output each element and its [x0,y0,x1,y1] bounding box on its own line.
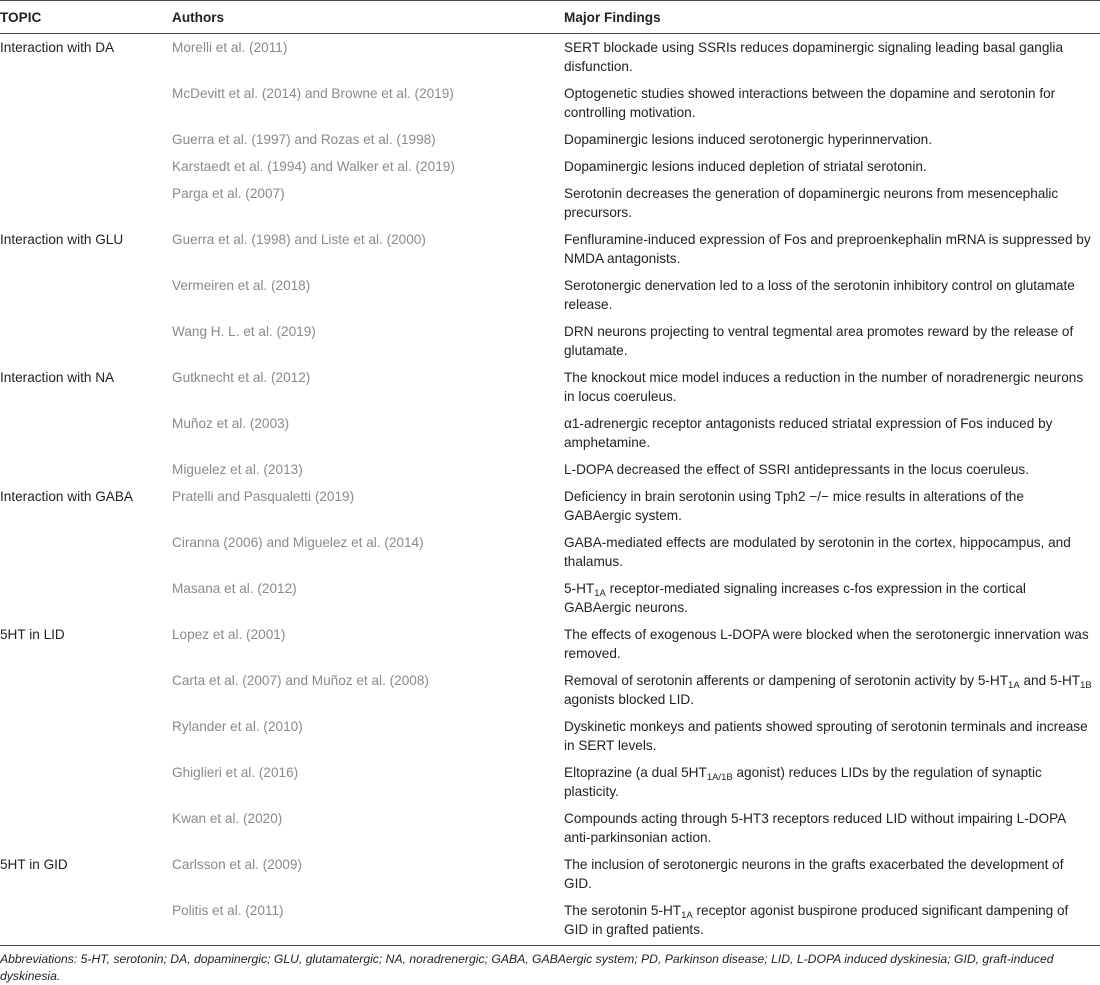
finding-text: Removal of serotonin afferents or dampening of serotonin activity by 5-HT [564,673,1009,688]
table-row [0,456,1100,483]
topic-cell [0,805,172,851]
finding-text: The knockout mice model induces a reduction in the number of noradrenergic neurons in locus coeruleus. [564,370,1084,404]
finding-text: Serotonin decreases the generation of dopaminergic neurons from mesencephalic precursors. [564,186,1059,220]
table-row [0,897,1100,946]
table-row [0,621,1100,667]
topic-cell: Interaction with GLU [0,232,124,247]
finding-text: The serotonin 5-HT [564,903,682,918]
finding-cell [564,483,1100,529]
authors-cell: Guerra et al. (1998) and Liste et al. (2000) [172,232,426,247]
table-row [0,713,1100,759]
finding-text: L-DOPA decreased the effect of SSRI antidepressants in the locus coeruleus. [564,462,1029,477]
topic-cell: Interaction with NA [0,370,115,385]
table-row [0,126,1100,153]
finding-cell [564,529,1100,575]
topic-cell [0,897,172,946]
authors-cell: McDevitt et al. (2014) and Browne et al. (2019) [172,86,454,101]
header-topic: TOPIC [0,1,172,34]
authors-cell: Politis et al. (2011) [172,897,564,946]
finding-cell [564,126,1100,153]
finding-text: agonists blocked LID. [564,692,694,707]
finding-text: Serotonergic denervation led to a loss of the serotonin inhibitory control on glutamate release. [564,278,1075,312]
finding-text: agonist) reduces LIDs by the regulation of synaptic plasticity. [564,765,1042,799]
authors-cell: Wang H. L. et al. (2019) [172,324,316,339]
table-row [0,575,1100,621]
finding-text: Fenfluramine-induced expression of Fos and preproenkephalin mRNA is suppressed by NMDA antagonists. [564,232,1091,266]
header-row [0,1,1100,34]
finding-text: DRN neurons projecting to ventral tegmental area promotes reward by the release of glutamate. [564,324,1074,358]
finding-text: Deficiency in brain serotonin using Tph2 −/− mice results in alterations of the GABAergic system. [564,489,1024,523]
finding-text: Dyskinetic monkeys and patients showed sprouting of serotonin terminals and increase in SERT levels. [564,719,1088,753]
finding-cell [564,575,1100,621]
topic-cell [0,126,172,153]
authors-cell: Carlsson et al. (2009) [172,857,302,872]
table-row [0,80,1100,126]
table-row [0,318,1100,364]
finding-cell [564,180,1100,226]
topic-cell: Interaction with GABA [0,489,133,504]
table-row [0,272,1100,318]
authors-cell: Lopez et al. (2001) [172,627,286,642]
table-row [0,667,1100,713]
finding-subscript: 1B [1080,680,1092,691]
finding-cell [564,410,1100,456]
table-row [0,226,1100,272]
finding-cell [564,153,1100,180]
authors-cell: Morelli et al. (2011) [172,40,288,55]
table-row [0,529,1100,575]
finding-cell [564,805,1100,851]
finding-text: GABA-mediated effects are modulated by serotonin in the cortex, hippocampus, and thalamus. [564,535,1071,569]
finding-cell [564,226,1100,272]
table-row [0,153,1100,180]
table-row [0,410,1100,456]
authors-cell: Muñoz et al. (2003) [172,416,290,431]
topic-cell [0,759,172,805]
topic-cell [0,80,172,126]
table-body [0,34,1100,946]
finding-cell [564,80,1100,126]
topic-cell: 5HT in LID [0,627,65,642]
finding-cell [564,667,1100,713]
finding-text: 5-HT [564,581,595,596]
header-authors: Authors [172,1,564,34]
table-row [0,851,1100,897]
authors-cell: Miguelez et al. (2013) [172,462,303,477]
finding-subscript: 1A [1008,680,1020,691]
topic-cell [0,180,172,226]
table-row [0,34,1100,81]
finding-cell [564,364,1100,410]
header-findings: Major Findings [564,1,1100,34]
topic-cell [0,272,172,318]
finding-text: Dopaminergic lesions induced depletion of striatal serotonin. [564,159,927,174]
finding-text: The inclusion of serotonergic neurons in the grafts exacerbated the development of GID. [564,857,1064,891]
finding-cell [564,713,1100,759]
authors-cell: Carta et al. (2007) and Muñoz et al. (2008) [172,673,429,688]
finding-cell [564,34,1100,81]
authors-cell: Rylander et al. (2010) [172,719,303,734]
finding-text: The effects of exogenous L-DOPA were blocked when the serotonergic innervation was removed. [564,627,1089,661]
topic-cell [0,713,172,759]
authors-cell: Vermeiren et al. (2018) [172,278,311,293]
finding-text: Dopaminergic lesions induced serotonergic hyperinnervation. [564,132,932,147]
finding-text: α1-adrenergic receptor antagonists reduced striatal expression of Fos induced by amphetamine. [564,416,1053,450]
finding-cell [564,621,1100,667]
finding-text: receptor-mediated signaling increases c-fos expression in the cortical GABAergic neurons. [564,581,1026,615]
topic-cell [0,153,172,180]
finding-cell [564,897,1100,946]
topic-cell [0,456,172,483]
table-row [0,180,1100,226]
topic-cell: Interaction with DA [0,40,115,55]
finding-cell [564,272,1100,318]
authors-cell: Parga et al. (2007) [172,186,285,201]
topic-cell [0,529,172,575]
finding-subscript: 1A/1B [706,772,733,783]
topic-cell [0,575,172,621]
table-row [0,364,1100,410]
topic-cell [0,667,172,713]
authors-cell: Pratelli and Pasqualetti (2019) [172,489,355,504]
finding-text: SERT blockade using SSRIs reduces dopaminergic signaling leading basal ganglia disfunction. [564,40,1063,74]
finding-subscript: 1A [681,910,693,921]
finding-cell [564,318,1100,364]
table-row [0,483,1100,529]
finding-text: Eltoprazine (a dual 5HT [564,765,707,780]
authors-cell: Masana et al. (2012) [172,581,297,596]
finding-cell [564,456,1100,483]
finding-text: Optogenetic studies showed interactions between the dopamine and serotonin for controlling motivation. [564,86,1056,120]
table-row [0,759,1100,805]
table-header [0,1,1100,34]
authors-cell: Guerra et al. (1997) and Rozas et al. (1998) [172,132,436,147]
finding-text: and 5-HT [1019,673,1081,688]
topic-cell [0,410,172,456]
authors-cell: Kwan et al. (2020) [172,811,283,826]
authors-cell: Gutknecht et al. (2012) [172,370,311,385]
authors-cell: Karstaedt et al. (1994) and Walker et al. (2019) [172,159,455,174]
finding-text: receptor agonist buspirone produced significant dampening of GID in grafted patients. [564,903,1069,937]
topic-cell [0,318,172,364]
authors-cell: Ciranna (2006) and Miguelez et al. (2014) [172,535,424,550]
topic-cell: 5HT in GID [0,857,68,872]
finding-subscript: 1A [594,588,606,599]
finding-cell [564,759,1100,805]
table-row [0,805,1100,851]
finding-text: Compounds acting through 5-HT3 receptors reduced LID without impairing L-DOPA anti-parkinsonian action. [564,811,1066,845]
finding-cell [564,851,1100,897]
abbreviations-footnote: Abbreviations: 5-HT, serotonin; DA, dopaminergic; GLU, glutamatergic; NA, noradrenergic; GABA, GABAergic system; PD, Parkinson disease; LID, L-DOPA induced dyskinesia; GID, graft-induced dyskinesia. [0,952,1054,983]
authors-cell: Ghiglieri et al. (2016) [172,765,299,780]
